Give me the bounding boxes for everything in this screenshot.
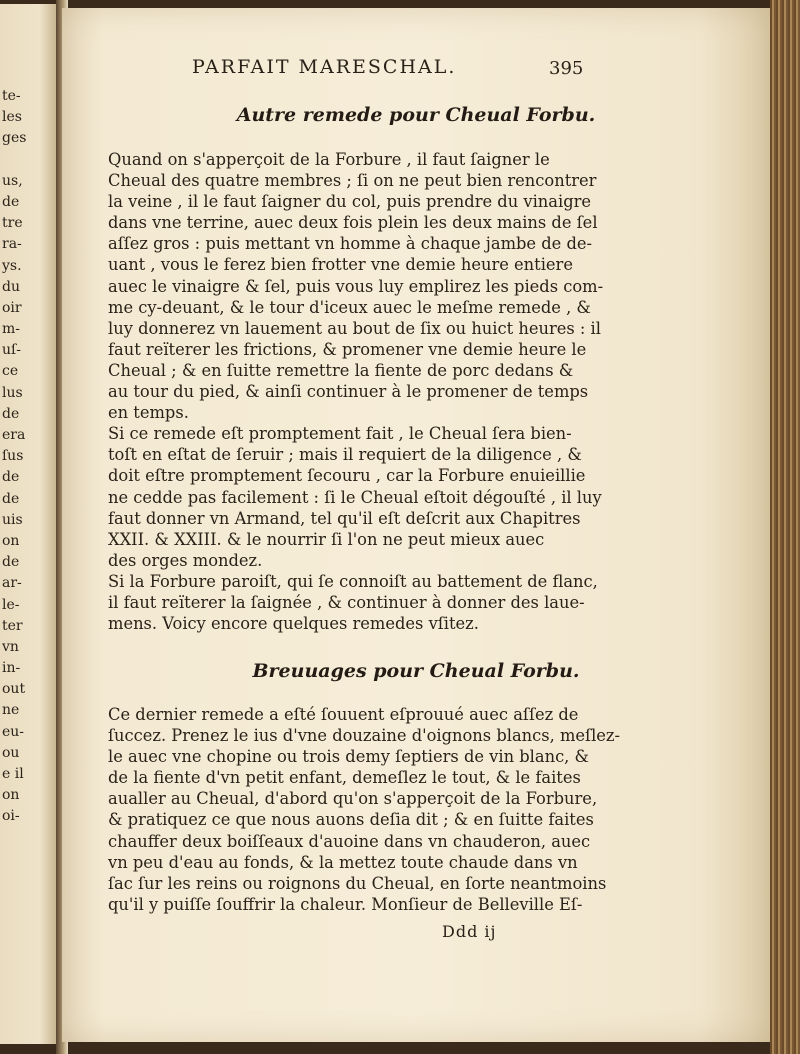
- text-line: Cheual des quatre membres ; ſi on ne peut bien rencontrer: [108, 171, 597, 191]
- left-fragment-line: de: [2, 405, 20, 422]
- text-line: Si la Forbure paroiſt, qui ſe connoiſt au battement de flanc,: [108, 571, 598, 591]
- text-line: ne cedde pas facilement : ſi le Cheual eſtoit dégouſté , il luy: [108, 487, 602, 507]
- book-page: [62, 8, 770, 1042]
- text-line: faut reïterer les frictions, & promener vne demie heure le: [108, 339, 587, 359]
- text-line: XXII. & XXIII. & le nourrir ſi l'on ne peut mieux auec: [108, 529, 545, 549]
- left-fragment-line: ges: [2, 130, 27, 147]
- left-fragment-line: oi-: [2, 808, 20, 825]
- text-line: & pratiquez ce que nous auons deſia dit ; & en ſuitte faites: [108, 810, 594, 830]
- text-line: la veine , il le faut ſaigner du col, puis prendre du vinaigre: [108, 192, 592, 212]
- text-line: Cheual ; & en ſuitte remettre la fiente de porc dedans &: [108, 360, 574, 380]
- text-line: Si ce remede eſt promptement fait , le Cheual ſera bien-: [108, 424, 572, 444]
- section-title-autre-remede: Autre remede pour Cheual Forbu.: [236, 104, 596, 126]
- text-line: mens. Voicy encore quelques remedes vſitez.: [108, 614, 479, 634]
- left-fragment-line: [2, 150, 56, 171]
- left-fragment-line: on: [2, 787, 20, 804]
- section-body-autre-remede: [108, 149, 604, 634]
- left-fragment-line: uis: [2, 511, 23, 528]
- text-line: auec le vinaigre & ſel, puis vous luy emplirez les pieds com-: [108, 276, 604, 296]
- left-facing-page: [0, 4, 57, 1044]
- left-fragment-line: us,: [2, 172, 23, 189]
- text-line: en temps.: [108, 403, 189, 423]
- left-fragment-line: de: [2, 554, 20, 571]
- text-line: vn peu d'eau au fonds, & la mettez toute chaude dans vn: [108, 852, 578, 872]
- left-fragment-line: ys.: [2, 257, 22, 274]
- left-fragment-line: oir: [2, 299, 22, 316]
- left-fragment-line: ra-: [2, 236, 22, 253]
- left-fragment-line: e il: [2, 766, 24, 782]
- text-line: au tour du pied, & ainſi continuer à le promener de temps: [108, 382, 589, 402]
- left-fragment-line: tre: [2, 215, 23, 232]
- left-fragment-line: te-: [2, 88, 21, 104]
- left-fragment-line: du: [2, 278, 20, 295]
- left-fragment-line: ou: [2, 744, 20, 761]
- left-fragment-line: ce: [2, 363, 19, 380]
- text-line: me cy-deuant, & le tour d'iceux auec le meſme remede , &: [108, 297, 591, 317]
- left-fragment-line: ne: [2, 702, 20, 719]
- text-line: dans vne terrine, auec deux fois plein les deux mains de ſel: [108, 213, 598, 233]
- text-line: il faut reïterer la ſaignée , & continuer à donner des laue-: [108, 592, 585, 612]
- left-fragment-line: out: [2, 681, 26, 698]
- text-line: qu'il y puiſſe ſouffrir la chaleur. Monſieur de Belleville Eſ-: [108, 894, 583, 914]
- left-fragment-line: ar-: [2, 575, 22, 592]
- section-title-breuuages: Breuuages pour Cheual Forbu.: [252, 660, 580, 682]
- left-fragment-line: on: [2, 532, 20, 549]
- running-title: PARFAIT MARESCHAL.: [192, 56, 457, 78]
- left-fragment-line: de: [2, 193, 20, 210]
- left-fragment-line: de: [2, 490, 20, 507]
- left-fragment-line: les: [2, 109, 22, 126]
- left-fragment-line: ter: [2, 617, 23, 634]
- left-fragment-line: m-: [2, 321, 21, 338]
- text-line: des orges mondez.: [108, 550, 263, 570]
- text-line: aualler au Cheual, d'abord qu'on s'apperçoit de la Forbure,: [108, 789, 598, 809]
- text-line: doit eſtre promptement ſecouru , car la Forbure enuieillie: [108, 466, 586, 486]
- text-line: luy donnerez vn lauement au bout de ſix ou huict heures : il: [108, 318, 601, 338]
- text-line: Ce dernier remede a eſté ſouuent eſprouué auec aſſez de: [108, 705, 579, 724]
- signature-mark: Ddd ij: [442, 922, 497, 941]
- text-line: le auec vne chopine ou trois demy ſeptiers de vin blanc, &: [108, 747, 590, 767]
- text-line: aſſez gros : puis mettant vn homme à chaque jambe de de-: [108, 234, 593, 254]
- left-fragment-line: le-: [2, 596, 20, 613]
- text-line: de la fiente d'vn petit enfant, demeſlez le tout, & le faites: [108, 768, 581, 788]
- left-fragment-line: era: [2, 427, 26, 443]
- section-body-breuuages: [108, 704, 620, 915]
- text-line: ſuccez. Prenez le ius d'vne douzaine d'oignons blancs, meſlez-: [108, 726, 620, 746]
- left-fragment-line: uſ-: [2, 342, 21, 359]
- text-line: ſac ſur les reins ou roignons du Cheual, en ſorte neantmoins: [108, 873, 607, 893]
- text-line: chauffer deux boiſſeaux d'auoine dans vn chauderon, auec: [108, 831, 591, 851]
- left-fragment-line: eu-: [2, 723, 25, 740]
- left-fragment-line: ſus: [2, 448, 24, 465]
- text-line: Quand on s'apperçoit de la Forbure , il faut ſaigner le: [108, 150, 550, 169]
- book-edge: [770, 0, 800, 1054]
- text-line: faut donner vn Armand, tel qu'il eſt deſcrit aux Chapitres: [108, 508, 581, 528]
- left-fragment-line: de: [2, 469, 20, 486]
- left-page-text-fragments: [2, 86, 56, 828]
- text-line: uant , vous le ferez bien frotter vne demie heure entiere: [108, 255, 573, 275]
- left-fragment-line: in-: [2, 660, 21, 677]
- text-line: toſt en eſtat de ſeruir ; mais il requiert de la diligence , &: [108, 445, 582, 465]
- page-number: 395: [549, 58, 584, 79]
- left-fragment-line: vn: [2, 638, 19, 655]
- left-fragment-line: lus: [2, 384, 23, 401]
